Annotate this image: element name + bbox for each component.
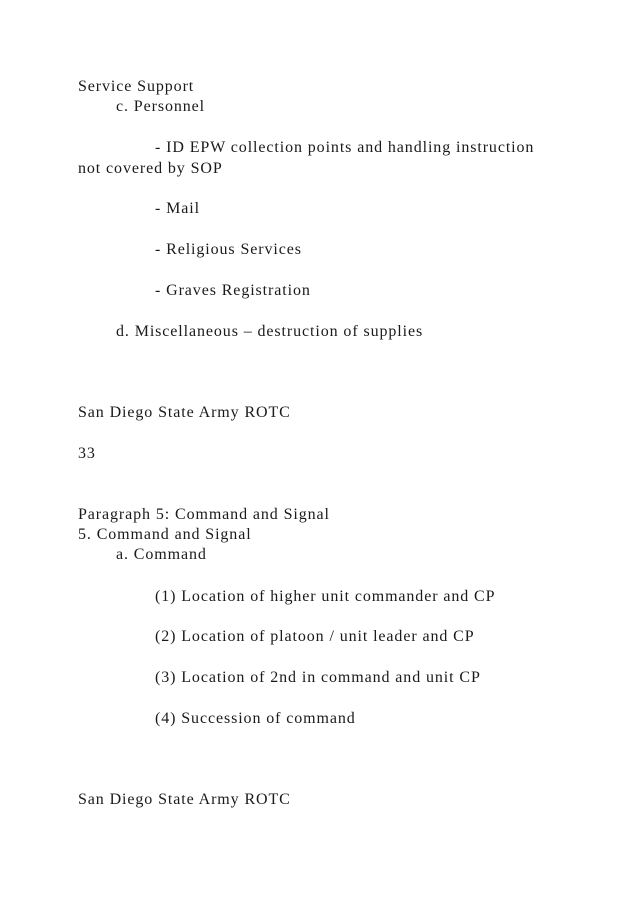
section-heading-paragraph-5: Paragraph 5: Command and Signal — [78, 506, 330, 523]
sub-item-2: (2) Location of platoon / unit leader and CP — [155, 628, 475, 645]
sub-item-4: (4) Succession of command — [155, 710, 356, 727]
section-heading-service-support: Service Support — [78, 78, 195, 95]
item-d-miscellaneous: d. Miscellaneous – destruction of supplies — [116, 323, 424, 340]
item-a-command: a. Command — [116, 546, 207, 563]
sub-item-3: (3) Location of 2nd in command and unit CP — [155, 669, 481, 686]
page-number: 33 — [78, 445, 96, 462]
footer-org-1: San Diego State Army ROTC — [78, 404, 291, 421]
bullet-epw-line-1: - ID EPW collection points and handling instruction — [155, 139, 535, 156]
bullet-religious-services: - Religious Services — [155, 241, 302, 258]
section-title-command-signal: 5. Command and Signal — [78, 526, 252, 543]
bullet-mail: - Mail — [155, 200, 200, 217]
bullet-epw-line-2: not covered by SOP — [78, 160, 223, 177]
bullet-graves-registration: - Graves Registration — [155, 282, 311, 299]
sub-item-1: (1) Location of higher unit commander and CP — [155, 588, 496, 605]
item-c-personnel: c. Personnel — [116, 98, 206, 115]
footer-org-2: San Diego State Army ROTC — [78, 791, 291, 808]
